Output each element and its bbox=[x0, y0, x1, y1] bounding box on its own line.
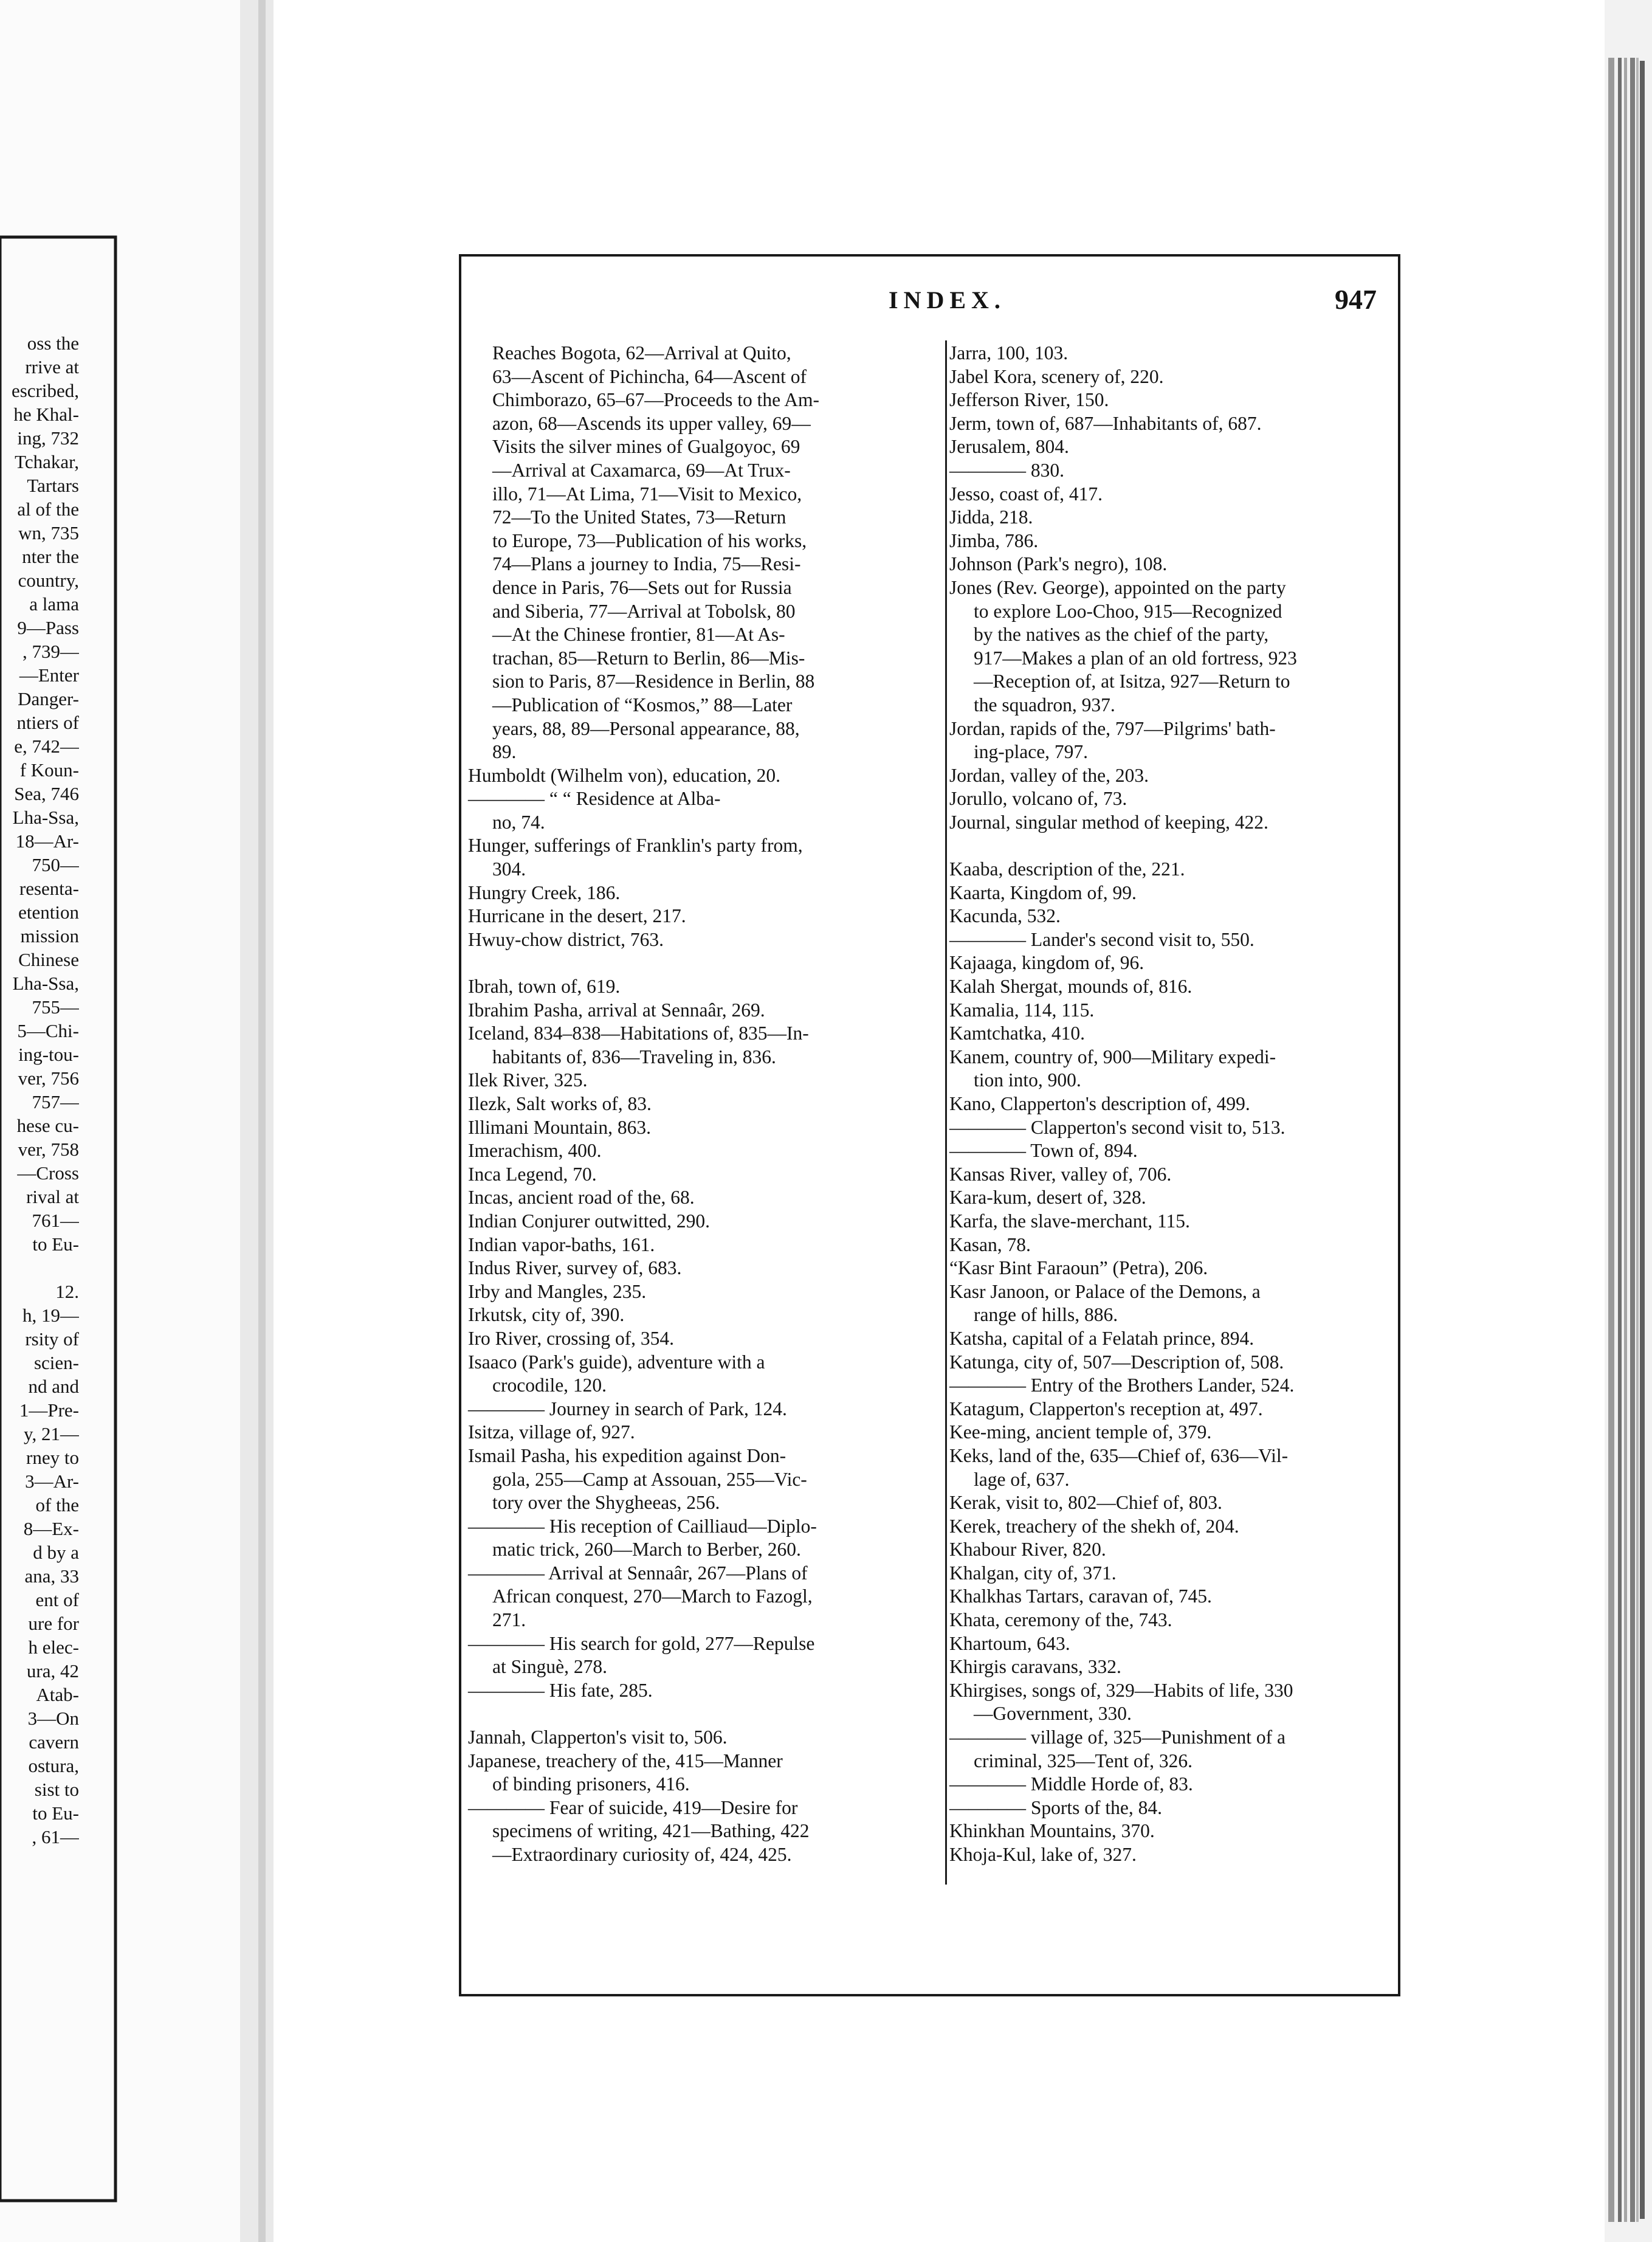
running-head: INDEX. bbox=[889, 286, 1006, 314]
index-entry-line: —At the Chinese frontier, 81—At As- bbox=[492, 624, 785, 646]
index-entry-line: at Singuè, 278. bbox=[492, 1656, 607, 1678]
left-page-line-fragment: Lha-Ssa, bbox=[12, 973, 79, 994]
left-page-line-fragment: etention bbox=[18, 902, 79, 923]
left-page-line-fragment: ent of bbox=[35, 1589, 79, 1610]
index-entry-line: ———— Journey in search of Park, 124. bbox=[468, 1398, 787, 1419]
index-entry-line: Khata, ceremony of the, 743. bbox=[949, 1609, 1172, 1631]
index-entry-line: Khartoum, 643. bbox=[949, 1632, 1070, 1654]
left-page-line-fragment: mission bbox=[20, 925, 79, 947]
index-entry-line: Kamalia, 114, 115. bbox=[949, 999, 1095, 1021]
left-page-line-fragment: 12. bbox=[55, 1281, 79, 1302]
left-page-line-fragment: a lama bbox=[29, 593, 79, 615]
index-entry-line: Jefferson River, 150. bbox=[949, 389, 1109, 411]
index-entry-line: Jordan, valley of the, 203. bbox=[949, 764, 1149, 786]
index-entry-line: Visits the silver mines of Gualgoyoc, 69 bbox=[492, 436, 800, 458]
index-entry-line: lage of, 637. bbox=[974, 1468, 1070, 1490]
index-entry-line: Kamtchatka, 410. bbox=[949, 1023, 1086, 1044]
index-entry-line: no, 74. bbox=[492, 811, 545, 833]
left-page-line-fragment: resenta- bbox=[19, 878, 79, 899]
left-page-line-fragment: ver, 756 bbox=[18, 1068, 79, 1089]
left-page-line-fragment: 761— bbox=[32, 1210, 79, 1231]
left-page-line-fragment: cavern bbox=[29, 1731, 79, 1753]
index-entry-line: Jannah, Clapperton's visit to, 506. bbox=[468, 1726, 728, 1748]
index-entry-line: Irkutsk, city of, 390. bbox=[468, 1304, 625, 1326]
index-entry-line: ———— 830. bbox=[949, 459, 1064, 481]
index-column-right bbox=[949, 342, 1399, 1867]
index-entry-line: 917—Makes a plan of an old fortress, 923 bbox=[974, 647, 1297, 669]
index-entry-line: Kajaaga, kingdom of, 96. bbox=[949, 952, 1144, 974]
index-entry-line: Jerusalem, 804. bbox=[949, 436, 1069, 458]
left-page-line-fragment: y, 21— bbox=[24, 1423, 79, 1444]
index-entry-line: Illimani Mountain, 863. bbox=[468, 1116, 651, 1138]
left-page-line-fragment: to Eu- bbox=[32, 1233, 79, 1255]
index-entry-line: ———— Fear of suicide, 419—Desire for bbox=[468, 1796, 798, 1818]
index-entry-line: Jorullo, volcano of, 73. bbox=[949, 788, 1127, 810]
index-entry-line: 89. bbox=[492, 741, 517, 763]
index-entry-line: —Publication of “Kosmos,” 88—Later bbox=[492, 694, 793, 716]
index-entry-line: to Europe, 73—Publication of his works, bbox=[492, 529, 807, 551]
index-entry-line: Chimborazo, 65–67—Proceeds to the Am- bbox=[492, 389, 820, 411]
left-page-line-fragment: escribed, bbox=[11, 380, 79, 401]
index-entry-line: azon, 68—Ascends its upper valley, 69— bbox=[492, 412, 811, 434]
index-entry-line: Incas, ancient road of the, 68. bbox=[468, 1187, 695, 1209]
index-entry-line: ———— Town of, 894. bbox=[949, 1140, 1138, 1162]
index-entry-line: ———— His search for gold, 277—Repulse bbox=[468, 1632, 815, 1654]
left-page-line-fragment: of the bbox=[35, 1494, 79, 1516]
index-entry-line: Kerak, visit to, 802—Chief of, 803. bbox=[949, 1492, 1222, 1514]
left-page-line-fragment: ntiers of bbox=[16, 712, 79, 733]
index-entry-line: Khirgis caravans, 332. bbox=[949, 1656, 1121, 1678]
left-page-line-fragment: 18—Ar- bbox=[15, 830, 79, 852]
index-section-gap bbox=[949, 834, 1399, 858]
left-page-line-fragment: rney to bbox=[26, 1447, 79, 1468]
left-page-line-fragment: ana, 33 bbox=[24, 1565, 79, 1587]
index-entry-line: “Kasr Bint Faraoun” (Petra), 206. bbox=[949, 1257, 1208, 1279]
index-entry-line: illo, 71—At Lima, 71—Visit to Mexico, bbox=[492, 483, 802, 505]
index-entry-line: Hurricane in the desert, 217. bbox=[468, 905, 686, 927]
index-entry-line: tion into, 900. bbox=[974, 1069, 1081, 1091]
index-entry-line: habitants of, 836—Traveling in, 836. bbox=[492, 1046, 776, 1068]
left-page-line-fragment: ostura, bbox=[28, 1755, 79, 1776]
index-entry-line: matic trick, 260—March to Berber, 260. bbox=[492, 1539, 801, 1561]
index-entry-line: Jimba, 786. bbox=[949, 529, 1039, 551]
index-entry-line: 271. bbox=[492, 1609, 526, 1631]
left-page-line-fragment: ver, 758 bbox=[18, 1139, 79, 1160]
index-entry-line: Journal, singular method of keeping, 422. bbox=[949, 811, 1268, 833]
left-page-line-fragment: , 61— bbox=[32, 1826, 79, 1847]
left-page-line-fragment: d by a bbox=[33, 1542, 79, 1563]
left-page-text-fragments bbox=[6, 331, 79, 1849]
index-entry-line: specimens of writing, 421—Bathing, 422 bbox=[492, 1820, 810, 1842]
left-page-line-fragment: ing-tou- bbox=[18, 1044, 79, 1065]
index-entry-line: Jarra, 100, 103. bbox=[949, 342, 1069, 364]
index-entry-line: to explore Loo-Choo, 915—Recognized bbox=[974, 600, 1282, 622]
left-page-line-fragment: country, bbox=[18, 570, 79, 591]
left-page-line-fragment: scien- bbox=[33, 1352, 79, 1373]
index-entry-line: Jones (Rev. George), appointed on the party bbox=[949, 576, 1286, 598]
index-entry-line: ———— Lander's second visit to, 550. bbox=[949, 928, 1254, 950]
index-entry-line: Hunger, sufferings of Franklin's party from, bbox=[468, 835, 803, 857]
column-divider bbox=[945, 340, 947, 1885]
index-entry-line: Jidda, 218. bbox=[949, 506, 1033, 528]
left-page-line-fragment: he Khal- bbox=[13, 404, 79, 425]
left-page-line-fragment: 755— bbox=[32, 996, 79, 1018]
index-entry-line: ———— Arrival at Sennaâr, 267—Plans of bbox=[468, 1562, 808, 1584]
index-entry-line: Kalah Shergat, mounds of, 816. bbox=[949, 976, 1193, 998]
index-section-gap bbox=[468, 951, 939, 975]
index-entry-line: range of hills, 886. bbox=[974, 1304, 1118, 1326]
left-page-line-fragment: Atab- bbox=[36, 1684, 79, 1705]
index-entry-line: gola, 255—Camp at Assouan, 255—Vic- bbox=[492, 1468, 807, 1490]
left-page-line-fragment: , 739— bbox=[22, 641, 79, 662]
left-page-line-fragment: Sea, 746 bbox=[14, 783, 79, 804]
index-entry-line: Kee-ming, ancient temple of, 379. bbox=[949, 1421, 1212, 1443]
index-entry-line: Jabel Kora, scenery of, 220. bbox=[949, 365, 1164, 387]
index-entry-line: trachan, 85—Return to Berlin, 86—Mis- bbox=[492, 647, 805, 669]
index-entry-line: Kerek, treachery of the shekh of, 204. bbox=[949, 1515, 1239, 1537]
index-entry-line: Kasan, 78. bbox=[949, 1233, 1031, 1255]
left-page-line-fragment: 3—Ar- bbox=[25, 1471, 79, 1492]
index-entry-line: crocodile, 120. bbox=[492, 1375, 607, 1396]
left-page-line-fragment: —Cross bbox=[17, 1162, 79, 1184]
index-entry-line: 72—To the United States, 73—Return bbox=[492, 506, 786, 528]
index-entry-line: —Government, 330. bbox=[974, 1703, 1132, 1725]
index-entry-line: Kasr Janoon, or Palace of the Demons, a bbox=[949, 1280, 1261, 1302]
index-entry-line: Katagum, Clapperton's reception at, 497. bbox=[949, 1398, 1263, 1419]
index-entry-line: 63—Ascent of Pichincha, 64—Ascent of bbox=[492, 365, 807, 387]
index-entry-line: ———— Sports of the, 84. bbox=[949, 1796, 1162, 1818]
left-page-line-fragment: wn, 735 bbox=[18, 522, 79, 543]
index-entry-line: Karfa, the slave-merchant, 115. bbox=[949, 1210, 1190, 1232]
left-page-line-fragment: 757— bbox=[32, 1091, 79, 1112]
index-entry-line: Kacunda, 532. bbox=[949, 905, 1061, 927]
left-page-line-fragment: 750— bbox=[32, 854, 79, 875]
index-entry-line: Kaarta, Kingdom of, 99. bbox=[949, 881, 1137, 903]
index-entry-line: years, 88, 89—Personal appearance, 88, bbox=[492, 717, 800, 739]
left-page-line-fragment: Chinese bbox=[18, 949, 79, 970]
index-entry-line: African conquest, 270—March to Fazogl, bbox=[492, 1585, 813, 1607]
index-entry-line: Isaaco (Park's guide), adventure with a bbox=[468, 1351, 765, 1373]
index-entry-line: Hungry Creek, 186. bbox=[468, 881, 621, 903]
index-entry-line: Jordan, rapids of the, 797—Pilgrims' bath- bbox=[949, 717, 1276, 739]
index-entry-line: —Arrival at Caxamarca, 69—At Trux- bbox=[492, 459, 791, 481]
index-entry-line: Khabour River, 820. bbox=[949, 1539, 1106, 1561]
left-page-line-fragment: Lha-Ssa, bbox=[12, 807, 79, 828]
index-entry-line: of binding prisoners, 416. bbox=[492, 1773, 690, 1795]
index-entry-line: sion to Paris, 87—Residence in Berlin, 88 bbox=[492, 671, 815, 692]
index-entry-line: Khalkhas Tartars, caravan of, 745. bbox=[949, 1585, 1212, 1607]
index-entry-line: Kara-kum, desert of, 328. bbox=[949, 1187, 1146, 1209]
left-page-line-fragment: rrive at bbox=[25, 356, 79, 378]
index-entry-line: Jerm, town of, 687—Inhabitants of, 687. bbox=[949, 412, 1262, 434]
index-entry-line: Ibrah, town of, 619. bbox=[468, 976, 621, 998]
index-entry-line: Kanem, country of, 900—Military expedi- bbox=[949, 1046, 1276, 1068]
index-entry-line: Khinkhan Mountains, 370. bbox=[949, 1820, 1155, 1842]
index-entry-line: ———— His fate, 285. bbox=[468, 1679, 653, 1701]
index-entry-line: tory over the Shygheeas, 256. bbox=[492, 1492, 720, 1514]
index-entry-line: ———— “ “ Residence at Alba- bbox=[468, 788, 721, 810]
index-entry-line: Ismail Pasha, his expedition against Don- bbox=[468, 1444, 786, 1466]
index-entry-line: —Extraordinary curiosity of, 424, 425. bbox=[492, 1844, 792, 1865]
index-entry-line: Ibrahim Pasha, arrival at Sennaâr, 269. bbox=[468, 999, 765, 1021]
index-entry-line: Katsha, capital of a Felatah prince, 894. bbox=[949, 1327, 1254, 1349]
index-entry-line: Jesso, coast of, 417. bbox=[949, 483, 1103, 505]
index-entry-line: Irby and Mangles, 235. bbox=[468, 1280, 647, 1302]
left-page-line-fragment: nter the bbox=[22, 546, 79, 567]
left-page-line-fragment: Tartars bbox=[27, 475, 79, 496]
index-entry-line: Katunga, city of, 507—Description of, 508. bbox=[949, 1351, 1284, 1373]
left-page-line-fragment: hese cu- bbox=[16, 1115, 79, 1136]
left-page-line-fragment: al of the bbox=[17, 498, 79, 520]
index-entry-line: Indian vapor-baths, 161. bbox=[468, 1233, 655, 1255]
index-section-gap bbox=[468, 1702, 939, 1726]
index-entry-line: by the natives as the chief of the party, bbox=[974, 624, 1269, 646]
left-page-line-fragment: ing, 732 bbox=[17, 427, 79, 449]
left-page-line-fragment: f Koun- bbox=[19, 759, 79, 781]
index-entry-line: Khoja-Kul, lake of, 327. bbox=[949, 1844, 1137, 1865]
index-entry-line: Johnson (Park's negro), 108. bbox=[949, 553, 1168, 575]
left-page-line-fragment: 3—On bbox=[27, 1708, 79, 1729]
left-page-line-fragment: 1—Pre- bbox=[19, 1399, 79, 1421]
index-entry-line: Indus River, survey of, 683. bbox=[468, 1257, 682, 1279]
index-entry-line: Kansas River, valley of, 706. bbox=[949, 1163, 1172, 1185]
left-page-line-fragment: sist to bbox=[34, 1779, 79, 1800]
index-entry-line: Inca Legend, 70. bbox=[468, 1163, 597, 1185]
left-page-line-fragment: 8—Ex- bbox=[23, 1518, 79, 1539]
page-number: 947 bbox=[1335, 284, 1377, 315]
index-entry-line: the squadron, 937. bbox=[974, 694, 1115, 716]
index-entry-line: 74—Plans a journey to India, 75—Resi- bbox=[492, 553, 801, 575]
index-entry-line: ing-place, 797. bbox=[974, 741, 1089, 763]
index-entry-line: Humboldt (Wilhelm von), education, 20. bbox=[468, 764, 781, 786]
left-page-line-fragment: Tchakar, bbox=[15, 451, 79, 472]
left-page-line-fragment: ura, 42 bbox=[26, 1660, 79, 1682]
left-page-line-fragment: h elec- bbox=[28, 1637, 79, 1658]
index-entry-line: Ilezk, Salt works of, 83. bbox=[468, 1093, 652, 1114]
left-page-line-fragment: —Enter bbox=[19, 664, 79, 686]
index-entry-line: dence in Paris, 76—Sets out for Russia bbox=[492, 576, 792, 598]
index-entry-line: —Reception of, at Isitza, 927—Return to bbox=[974, 671, 1290, 692]
left-page-line-fragment: ure for bbox=[28, 1613, 79, 1634]
left-page-line-fragment: oss the bbox=[27, 333, 79, 354]
index-entry-line: Iceland, 834–838—Habitations of, 835—In- bbox=[468, 1023, 809, 1044]
index-entry-line: and Siberia, 77—Arrival at Tobolsk, 80 bbox=[492, 600, 796, 622]
left-page-line-fragment: Danger- bbox=[18, 688, 79, 709]
left-page-line-fragment: to Eu- bbox=[32, 1802, 79, 1824]
left-page-line-fragment: 5—Chi- bbox=[17, 1020, 79, 1041]
index-entry-line: Imerachism, 400. bbox=[468, 1140, 602, 1162]
index-entry-line: Khirgises, songs of, 329—Habits of life, 330 bbox=[949, 1679, 1293, 1701]
index-entry-line: Kano, Clapperton's description of, 499. bbox=[949, 1093, 1250, 1114]
index-entry-line: Reaches Bogota, 62—Arrival at Quito, bbox=[492, 342, 791, 364]
index-entry-line: Japanese, treachery of the, 415—Manner bbox=[468, 1750, 783, 1771]
index-entry-line: Iro River, crossing of, 354. bbox=[468, 1327, 675, 1349]
index-entry-line: Ilek River, 325. bbox=[468, 1069, 588, 1091]
left-page-line-fragment: e, 742— bbox=[14, 736, 79, 757]
index-entry-line: 304. bbox=[492, 858, 526, 880]
index-entry-line: ———— Clapperton's second visit to, 513. bbox=[949, 1116, 1285, 1138]
index-entry-line: Isitza, village of, 927. bbox=[468, 1421, 635, 1443]
left-page-line-fragment bbox=[6, 1256, 79, 1280]
index-entry-line: criminal, 325—Tent of, 326. bbox=[974, 1750, 1193, 1771]
left-page-line-fragment: rsity of bbox=[25, 1328, 79, 1350]
index-entry-line: ———— Middle Horde of, 83. bbox=[949, 1773, 1193, 1795]
index-entry-line: ———— Entry of the Brothers Lander, 524. bbox=[949, 1375, 1295, 1396]
index-entry-line: Kaaba, description of the, 221. bbox=[949, 858, 1185, 880]
left-page-line-fragment: 9—Pass bbox=[17, 617, 79, 638]
left-page-line-fragment: nd and bbox=[28, 1376, 79, 1397]
left-page-line-fragment: rival at bbox=[26, 1186, 79, 1207]
index-entry-line: ———— His reception of Cailliaud—Diplo- bbox=[468, 1515, 817, 1537]
left-page-line-fragment: h, 19— bbox=[22, 1305, 79, 1326]
index-entry-line: Keks, land of the, 635—Chief of, 636—Vil- bbox=[949, 1444, 1289, 1466]
index-entry-line: Indian Conjurer outwitted, 290. bbox=[468, 1210, 711, 1232]
index-entry-line: ———— village of, 325—Punishment of a bbox=[949, 1726, 1285, 1748]
index-entry-line: Hwuy-chow district, 763. bbox=[468, 928, 664, 950]
index-entry-line: Khalgan, city of, 371. bbox=[949, 1562, 1117, 1584]
index-column-left bbox=[468, 342, 939, 1867]
